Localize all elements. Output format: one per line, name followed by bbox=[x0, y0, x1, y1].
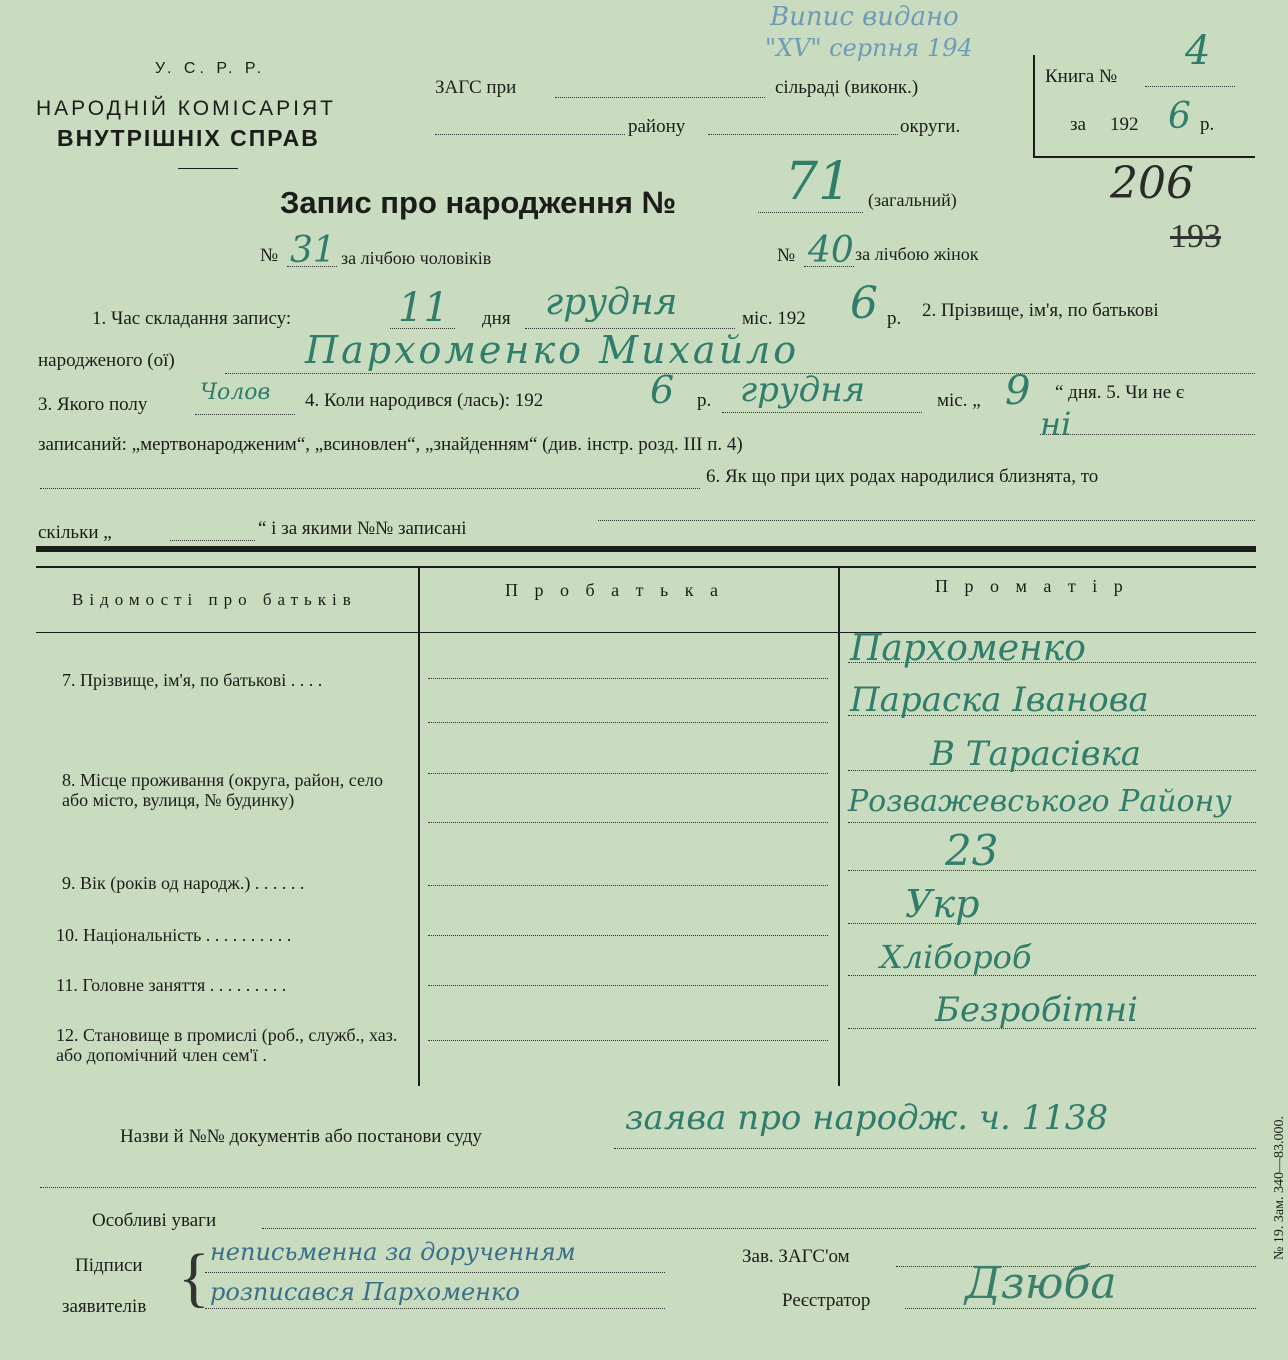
book-year-suffix: р. bbox=[1200, 114, 1215, 135]
old-number: 193 bbox=[1170, 218, 1221, 255]
handwritten-issue-note-1: Випис видано bbox=[770, 2, 959, 32]
record-number-suffix: (загальний) bbox=[868, 190, 957, 210]
docs-value: заява про народж. ч. 1138 bbox=[625, 1098, 1109, 1138]
birth-mis: міс. „ bbox=[937, 390, 981, 411]
mother-status: Безробітні bbox=[935, 990, 1139, 1030]
birth-month: грудня bbox=[740, 370, 866, 410]
ministry-dept: ВНУТРІШНІХ СПРАВ bbox=[57, 125, 320, 151]
table-header-mother: П р о м а т і р bbox=[935, 576, 1129, 596]
line3-end: “ дня. 5. Чи не є bbox=[1055, 382, 1185, 403]
mother-line-5 bbox=[848, 870, 1256, 871]
line1-r: р. bbox=[887, 308, 902, 329]
signers-label-2: заявителів bbox=[62, 1296, 147, 1317]
ministry-name: НАРОДНІЙ КОМІСАРІЯТ bbox=[36, 97, 336, 120]
zags-field-line bbox=[555, 97, 765, 98]
line1-suffix: 2. Прізвище, ім'я, по батькові bbox=[922, 300, 1159, 321]
docs-line-1 bbox=[614, 1148, 1256, 1149]
record-month: грудня bbox=[545, 282, 678, 323]
line6-label-b: “ і за якими №№ записані bbox=[258, 518, 467, 539]
row-label-residence: 8. Місце проживання (округа, район, село або місто, вулиця, № будинку) bbox=[62, 770, 383, 810]
male-label: за лічбою чоловіків bbox=[341, 248, 492, 268]
mother-line-4 bbox=[848, 822, 1256, 823]
book-year-prefix: за bbox=[1070, 114, 1086, 135]
father-line-6 bbox=[428, 935, 828, 936]
ussr-header: У. С. Р. Р. bbox=[155, 60, 266, 77]
line3-mid: 4. Коли народився (лась): 192 bbox=[305, 390, 544, 411]
head-label: Зав. ЗАГС'ом bbox=[742, 1246, 850, 1267]
current-number: 206 bbox=[1110, 158, 1194, 209]
special-line bbox=[262, 1228, 1256, 1229]
registrar-signature: Дзюба bbox=[965, 1258, 1117, 1309]
row-label-age: 9. Вік (років од народж.) . . . . . . bbox=[62, 873, 305, 893]
special-label: Особливі уваги bbox=[92, 1210, 217, 1231]
birth-day: 9 bbox=[1005, 368, 1031, 414]
mother-surname: Пархоменко bbox=[850, 628, 1086, 669]
twins-numbers-line bbox=[598, 520, 1255, 521]
mother-given-name: Параска Іванова bbox=[850, 680, 1149, 720]
record-day: 11 bbox=[398, 285, 449, 331]
line1-prefix: 1. Час складання запису: bbox=[92, 308, 292, 329]
row-label-occupation: 11. Головне заняття . . . . . . . . . bbox=[56, 975, 287, 995]
father-line-1 bbox=[428, 678, 828, 679]
row-label-status: 12. Становище в промислі (роб., служб., хаз. або допомічний член сем'ї . bbox=[56, 1025, 398, 1065]
line5-field-line bbox=[40, 488, 700, 489]
mother-village: В Тарасівка bbox=[930, 734, 1142, 774]
handwritten-issue-note-2: "XV" серпня 194 bbox=[765, 34, 973, 62]
book-number: 4 bbox=[1185, 28, 1211, 74]
mother-occupation: Хлібороб bbox=[880, 938, 1032, 976]
father-line-5 bbox=[428, 885, 828, 886]
book-year-base: 192 bbox=[1110, 114, 1139, 135]
row-label-fullname: 7. Прізвище, ім'я, по батькові . . . . bbox=[62, 670, 323, 690]
table-header-parents: Відомості про батьків bbox=[72, 590, 357, 609]
birth-year-digit: 6 bbox=[650, 368, 675, 412]
okrugy-label: округи. bbox=[900, 116, 961, 137]
male-no: № bbox=[260, 245, 279, 266]
registrar-label: Реєстратор bbox=[782, 1290, 871, 1311]
record-number: 71 bbox=[785, 152, 852, 212]
twins-count-line bbox=[170, 540, 255, 541]
line4-label: записаний: „мертвонародженим“, „всиновлен“, „знайденням“ (див. інстр. розд. III п. 4) bbox=[38, 434, 743, 455]
birth-r: р. bbox=[697, 390, 712, 411]
father-line-2 bbox=[428, 722, 828, 723]
signers-line-2 bbox=[205, 1308, 665, 1309]
father-line-4 bbox=[428, 822, 828, 823]
table-header-father: П р о б а т ь к а bbox=[505, 580, 724, 600]
line1-mis: міс. 192 bbox=[742, 308, 806, 329]
father-line-7 bbox=[428, 985, 828, 986]
book-label: Книга № bbox=[1045, 66, 1118, 87]
table-col-divider-2 bbox=[838, 566, 840, 1086]
raion-field-line bbox=[435, 134, 625, 135]
table-top-rule-thin bbox=[36, 566, 1256, 568]
table-col-divider-1 bbox=[418, 566, 420, 1086]
okrug-field-line bbox=[708, 134, 898, 135]
record-title: Запис про народження № bbox=[280, 185, 677, 220]
father-line-8 bbox=[428, 1040, 828, 1041]
print-mark: № 19. Зам. 340—83.000. bbox=[1272, 1116, 1287, 1260]
record-year-digit: 6 bbox=[850, 278, 878, 329]
book-number-line bbox=[1145, 86, 1235, 87]
docs-line-2 bbox=[40, 1187, 1256, 1188]
signers-label-1: Підписи bbox=[75, 1255, 143, 1276]
header-underline bbox=[178, 168, 238, 169]
line5-label: 6. Як що при цих родах народилися близнята, то bbox=[706, 466, 1099, 487]
female-number: 40 bbox=[808, 230, 854, 271]
child-name: Пархоменко Михайло bbox=[305, 328, 800, 372]
line4-answer: ні bbox=[1040, 405, 1072, 443]
child-sex: Чолов bbox=[200, 380, 271, 405]
father-line-3 bbox=[428, 773, 828, 774]
silradi-label: сільраді (виконк.) bbox=[775, 77, 919, 98]
zags-label: ЗАГС при bbox=[435, 77, 517, 98]
sex-line bbox=[195, 414, 295, 415]
line2-label: народженого (ої) bbox=[38, 350, 175, 371]
book-year-digit: 6 bbox=[1168, 96, 1191, 137]
mother-nationality: Укр bbox=[905, 882, 980, 926]
signers-handwritten-2: розписався Пархоменко bbox=[210, 1278, 520, 1306]
male-number: 31 bbox=[290, 230, 336, 271]
table-top-rule-thick bbox=[36, 546, 1256, 552]
docs-label: Назви й №№ документів або постанови суду bbox=[120, 1126, 482, 1147]
line6-label-a: скільки „ bbox=[38, 522, 112, 543]
female-no: № bbox=[777, 245, 796, 266]
mother-district: Розважевського Району bbox=[848, 784, 1232, 819]
row-label-nationality: 10. Національність . . . . . . . . . . bbox=[56, 925, 292, 945]
mother-age: 23 bbox=[945, 826, 999, 875]
raionu-label: району bbox=[628, 116, 686, 137]
line4-answer-line bbox=[1040, 434, 1255, 435]
line3-label: 3. Якого полу bbox=[38, 394, 148, 415]
female-label: за лічбою жінок bbox=[855, 244, 979, 264]
signers-brace: { bbox=[178, 1241, 210, 1314]
line1-dnia: дня bbox=[482, 308, 511, 329]
signers-handwritten-1: неписьменна за дорученням bbox=[210, 1238, 576, 1266]
record-number-line bbox=[758, 212, 863, 213]
book-box-left-border bbox=[1033, 55, 1035, 158]
signers-line-1 bbox=[205, 1272, 665, 1273]
birth-month-line bbox=[722, 412, 922, 413]
